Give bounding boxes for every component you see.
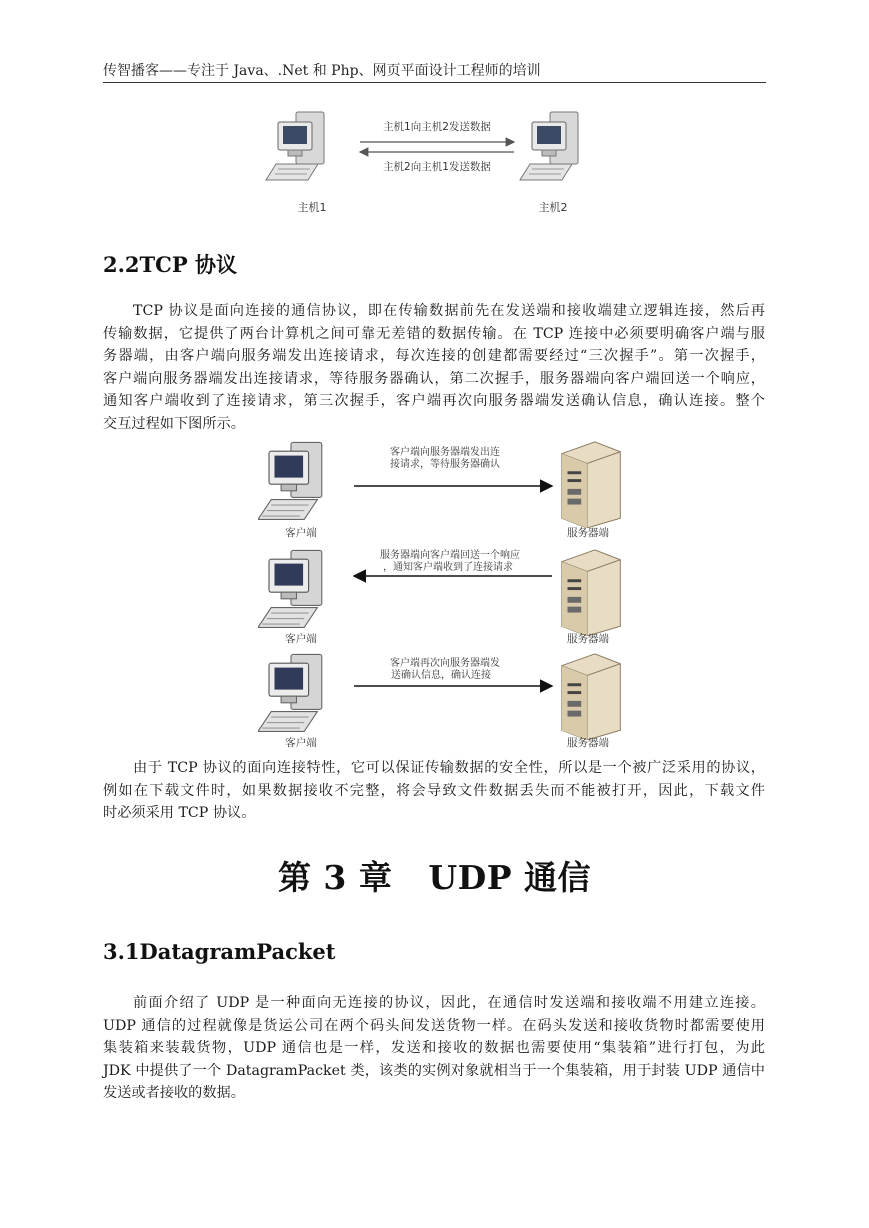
tcp-paragraph-1 <box>103 300 765 436</box>
handshake-step-3 <box>258 654 620 749</box>
computer-icon <box>266 112 324 180</box>
section-heading-tcp: 2.2TCP 协议 <box>103 252 237 277</box>
text-line: TCP 协议是面向连接的通信协议，即在传输数据前先在发送端和接收端建立逻辑连接，然后再 <box>133 303 765 319</box>
udp-paragraph <box>103 992 765 1105</box>
step3-label-line2: 送确认信息，确认连接 <box>391 670 491 681</box>
server-icon <box>562 654 621 740</box>
client-computer-icon <box>258 654 322 731</box>
handshake-step-1 <box>258 442 620 539</box>
step2-label-line2: ，通知客户端收到了连接请求 <box>383 562 513 573</box>
text-line: 时必须采用 TCP 协议。 <box>103 805 256 822</box>
figure-three-way-handshake <box>258 436 638 754</box>
text-line: JDK 中提供了一个 DatagramPacket 类，该类的实例对象就相当于一个集装箱，用于封装 UDP 通信中 <box>103 1062 765 1079</box>
host-left-label: 主机1 <box>297 201 327 214</box>
arrow-top-label: 主机1向主机2发送数据 <box>383 121 491 133</box>
step3-label-line1: 客户端再次向服务器端发 <box>390 658 500 669</box>
client-computer-icon <box>258 550 322 627</box>
client-computer-icon <box>258 442 322 519</box>
header-rule <box>103 82 766 83</box>
text-line: 例如在下载文件时，如果数据接收不完整，将会导致文件数据丢失而不能被打开，因此，下载文件 <box>103 782 765 799</box>
server-icon <box>562 550 621 636</box>
server-label: 服务器端 <box>567 527 609 539</box>
figure-host-exchange <box>260 108 590 218</box>
text-line: UDP 通信的过程就像是货运公司在两个码头间发送货物一样。在码头发送和接收货物时都需要使用 <box>103 1017 765 1034</box>
text-line: 由于 TCP 协议的面向连接特性，它可以保证传输数据的安全性，所以是一个被广泛采用的协议， <box>133 760 765 776</box>
text-line: 务器端，由客户端向服务端发出连接请求，每次连接的创建都需要经过“三次握手”。第一次握手， <box>103 348 765 365</box>
text-line: 客户端向服务器端发出连接请求，等待服务器确认，第二次握手，服务器端向客户端回送一个响应， <box>103 370 765 387</box>
handshake-step-2 <box>258 548 620 645</box>
page-header: 传智播客——专注于 Java、.Net 和 Php、网页平面设计工程师的培训 <box>103 63 541 79</box>
step2-label-line1: 服务器端向客户端回送一个响应 <box>380 550 520 561</box>
arrow-bottom-label: 主机2向主机1发送数据 <box>383 161 491 173</box>
client-label: 客户端 <box>285 527 317 539</box>
text-line: 前面介绍了 UDP 是一种面向无连接的协议，因此，在通信时发送端和接收端不用建立连接。 <box>133 995 765 1011</box>
text-line: 通知客户端收到了连接请求，第三次握手，客户端再次向服务器端发送确认信息，确认连接。整个 <box>103 393 765 410</box>
text-line: 传输数据，它提供了两台计算机之间可靠无差错的数据传输。在 TCP 连接中必须要明确客户端与服 <box>103 325 765 342</box>
computer-icon <box>520 112 578 180</box>
client-label: 客户端 <box>285 737 317 749</box>
text-line: 集装箱来装载货物，UDP 通信也是一样，发送和接收的数据也需要使用“集装箱”进行打包，为此 <box>103 1040 765 1057</box>
step1-label-line1: 客户端向服务器端发出连 <box>390 447 500 458</box>
text-line: 发送或者接收的数据。 <box>103 1085 245 1102</box>
section-heading-datagrampacket: 3.1DatagramPacket <box>103 939 336 964</box>
chapter-title: 第 3 章 UDP 通信 <box>277 858 592 897</box>
server-label: 服务器端 <box>567 737 609 749</box>
host-right-label: 主机2 <box>538 201 568 214</box>
server-icon <box>562 442 621 528</box>
tcp-paragraph-2 <box>103 757 765 825</box>
client-label: 客户端 <box>285 633 317 645</box>
step1-label-line2: 接请求，等待服务器确认 <box>390 459 500 470</box>
server-label: 服务器端 <box>567 633 609 645</box>
text-line: 交互过程如下图所示。 <box>103 415 245 432</box>
